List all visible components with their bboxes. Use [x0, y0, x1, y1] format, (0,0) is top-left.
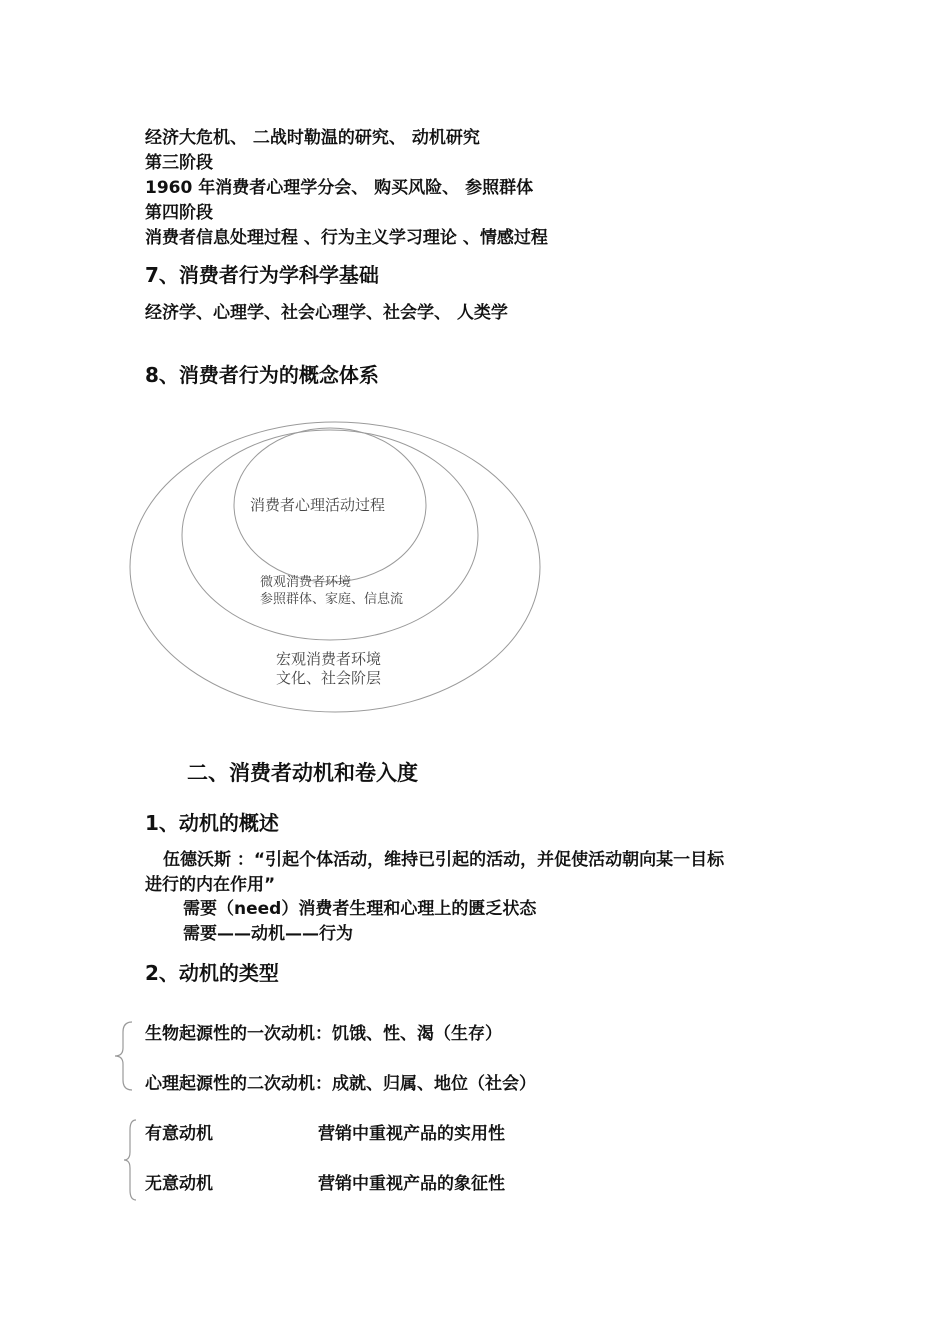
outer-subtitle: 文化、社会阶层 [276, 669, 382, 687]
section-1-heading: 1、动机的概述 [145, 811, 279, 835]
need-motive-behavior-chain: 需要——动机——行为 [183, 924, 353, 944]
woodworth-quote-line-1: 伍德沃斯 ：“引起个体活动，维持已引起的活动，并促使活动朝向某一目标 [163, 850, 725, 870]
middle-subtitle: 参照群体、家庭、信息流 [260, 592, 404, 607]
section-8-heading: 8、消费者行为的概念体系 [145, 363, 379, 387]
inner-label: 消费者心理活动过程 [250, 496, 386, 514]
need-definition: 需要（need）消费者生理和心理上的匮乏状态 [183, 899, 537, 919]
left-brace-icon [110, 1020, 136, 1092]
conscious-motive-note: 营销中重视产品的实用性 [318, 1124, 505, 1144]
woodworth-quote-line-2: 进行的内在作用” [145, 875, 276, 895]
stage-four-label: 第四阶段 [145, 203, 213, 223]
stage-three-label: 第三阶段 [145, 153, 213, 173]
middle-title: 微观消费者环境 [260, 575, 352, 590]
part-2-heading: 二、消费者动机和卷入度 [187, 761, 418, 785]
left-brace-icon [120, 1118, 140, 1202]
concept-system-diagram [120, 412, 560, 722]
conscious-motive: 有意动机 [145, 1124, 213, 1144]
section-2-heading: 2、动机的类型 [145, 961, 279, 985]
history-line-3: 1960 年消费者心理学分会、 购买风险、 参照群体 [145, 178, 534, 198]
section-7-heading: 7、消费者行为学科学基础 [145, 263, 379, 287]
middle-ellipse [182, 430, 478, 640]
unconscious-motive-note: 营销中重视产品的象征性 [318, 1174, 505, 1194]
outer-title: 宏观消费者环境 [276, 650, 382, 668]
section-7-body: 经济学、心理学、社会心理学、社会学、 人类学 [145, 303, 508, 323]
history-line-1: 经济大危机、 二战时勒温的研究、 动机研究 [145, 128, 480, 148]
history-line-5: 消费者信息处理过程 、行为主义学习理论 、情感过程 [145, 228, 548, 248]
psychological-motive: 心理起源性的二次动机：成就、归属、地位（社会） [145, 1074, 536, 1094]
unconscious-motive: 无意动机 [145, 1174, 213, 1194]
biological-motive: 生物起源性的一次动机：饥饿、性、渴（生存） [145, 1024, 502, 1044]
